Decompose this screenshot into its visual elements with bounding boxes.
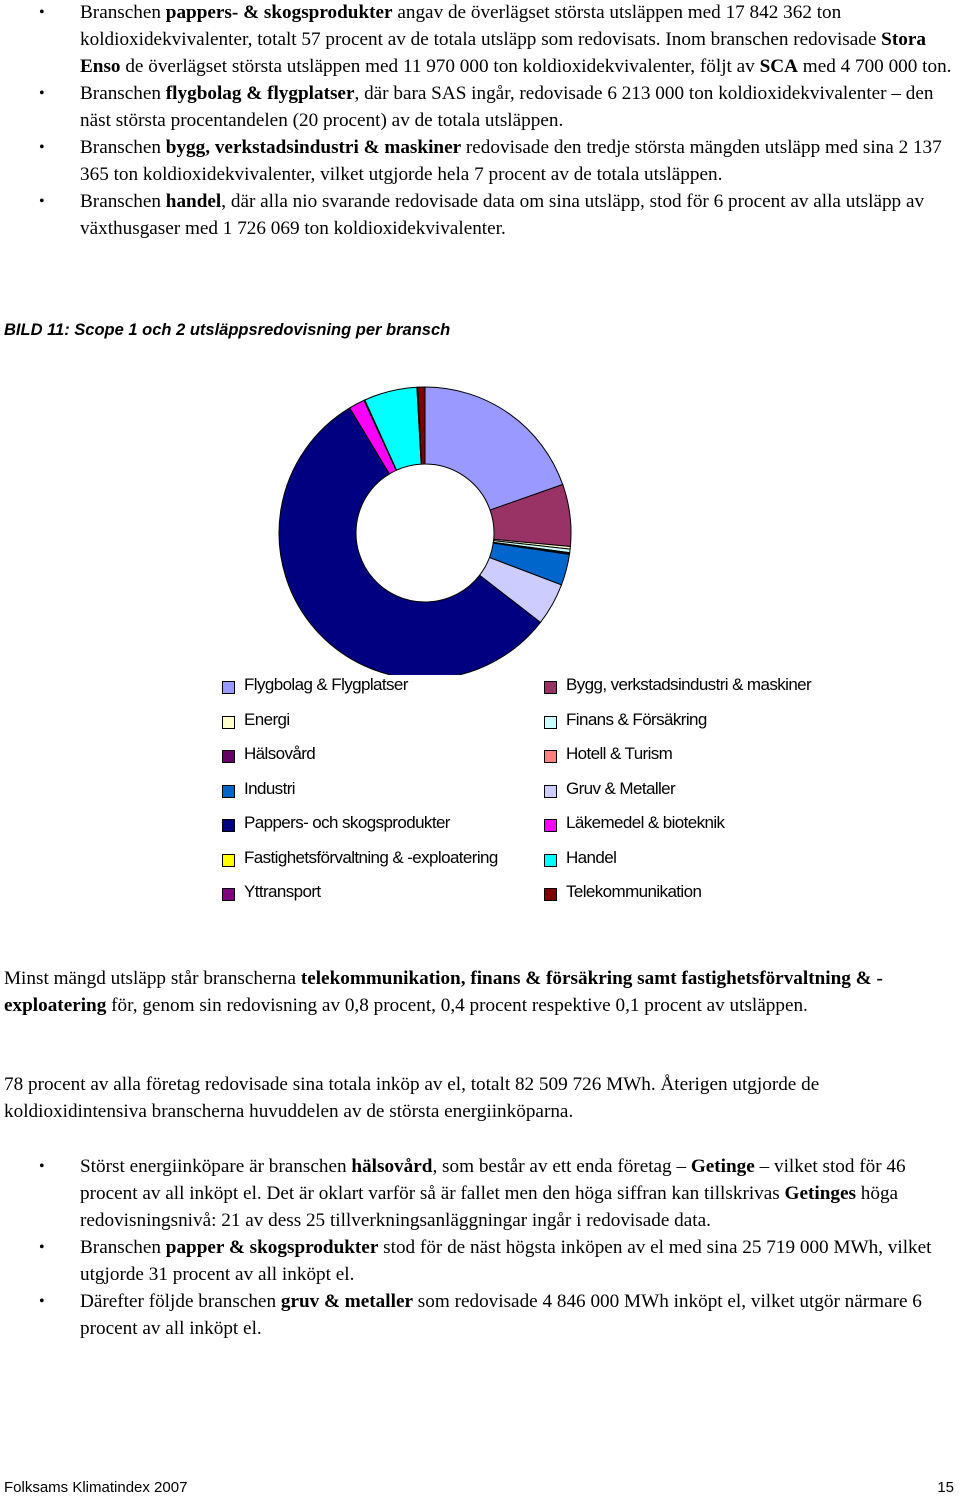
bullet-item [0,0,960,80]
bold-text-run: papper & skogsprodukter [165,1237,379,1258]
legend-label: Yttransport [244,882,321,901]
bullet-item [0,134,960,188]
legend-swatch [222,888,235,901]
legend-label: Finans & Försäkring [566,709,707,729]
bold-text-run: gruv & metaller [280,1291,413,1312]
text-run: Därefter följde branschen [80,1291,281,1312]
bullet-item [0,188,960,242]
bullet-item [0,1153,960,1234]
bold-text-run: Stora Enso [80,29,926,77]
legend-label: Handel [566,847,617,867]
bold-text-run: telekommunikation, finans & försäkring samt fastighetsförvaltning & -exploatering [4,968,883,1016]
legend-label: Energi [244,709,290,729]
legend-swatch [544,750,557,763]
legend-swatch [222,854,235,867]
legend-label: Telekommunikation [566,882,702,901]
legend-label: Läkemedel & bioteknik [566,813,725,832]
bullet-item [0,1234,960,1288]
legend-swatch [222,750,235,763]
text-run: stod för de näst högsta inköpen av el med sina 25 719 000 MWh, vilket utgjorde 31 procent av all inköpt el. [80,1237,932,1285]
bold-text-run: Getinge [690,1156,755,1177]
footer-publication-title: Folksams Klimatindex 2007 [4,1479,188,1496]
intro-bullet-list [0,0,960,242]
legend-swatch [222,785,235,798]
text-run: 78 procent av alla företag redovisade sina totala inköp av el, totalt 82 509 726 MWh. Återigen utgjorde de koldioxidintensiva branscherna huvuddelen av de största energiinköparna. [4,1074,820,1122]
text-run: , som består av ett enda företag – [432,1156,691,1177]
legend-label: Pappers- och skogsprodukter [244,813,450,832]
text-run: som redovisade 4 846 000 MWh inköpt el, vilket utgör närmare 6 procent av all inköpt el. [80,1291,922,1339]
text-run: Branschen [80,137,166,158]
donut-chart [0,360,960,675]
text-run: redovisade den tredje största mängden utsläpp med sina 2 137 365 ton koldioxidekvivalenter, vilket utgjorde hela 7 procent av de totala utsläppen. [80,137,942,185]
bold-text-run: pappers- & skogsprodukter [165,2,393,23]
text-run: , där bara SAS ingår, redovisade 6 213 000 ton koldioxidekvivalenter – den näst största procentandelen (20 procent) av de totala utsläppen. [80,83,934,131]
text-run: de överlägset största utsläppen med 11 970 000 ton koldioxidekvivalenter, följt av [120,56,760,77]
energy-bullet-list [0,1153,960,1342]
legend-label: Industri [244,778,295,798]
text-run: – vilket stod för 46 procent av all inköpt el. Det är oklart varför så är fallet men den höga siffran kan tillskrivas [80,1156,906,1204]
paragraph-energy-purchases [4,1071,944,1125]
legend-swatch [222,819,235,832]
legend-swatch [544,681,557,694]
bold-text-run: SCA [759,56,798,77]
text-run: Branschen [80,2,166,23]
page-number: 15 [937,1479,954,1496]
legend-swatch [544,785,557,798]
text-run: höga redovisningsnivå: 21 av dess 25 tillverkningsanläggningar ingår i redovisade data. [80,1183,899,1231]
legend-label: Hälsovård [244,744,316,763]
legend-swatch [544,716,557,729]
legend-swatch [544,854,557,867]
text-run: Minst mängd utsläpp står branscherna [4,968,301,989]
legend-label: Flygbolag & Flygplatser [244,675,408,694]
bullet-item [0,1288,960,1342]
legend-label: Bygg, verkstadsindustri & maskiner [566,675,812,694]
text-run: Branschen [80,83,166,104]
text-run: Branschen [80,191,166,212]
paragraph-least-emissions [4,965,944,1019]
legend-swatch [222,716,235,729]
legend-label: Gruv & Metaller [566,778,676,798]
text-run: med 4 700 000 ton. [797,56,952,77]
bullet-item [0,80,960,134]
legend-label: Fastighetsförvaltning & -exploatering [244,847,498,867]
legend-swatch [544,888,557,901]
figure-caption: BILD 11: Scope 1 och 2 utsläppsredovisning per bransch [4,321,451,339]
legend-swatch [222,681,235,694]
text-run: Branschen [80,1237,166,1258]
legend-swatch [544,819,557,832]
legend-label: Hotell & Turism [566,744,673,763]
bold-text-run: handel [165,191,222,212]
text-run: för, genom sin redovisning av 0,8 procent, 0,4 procent respektive 0,1 procent av utsläppen. [106,995,808,1016]
bold-text-run: hälsovård [351,1156,433,1177]
bold-text-run: flygbolag & flygplatser [165,83,355,104]
bold-text-run: bygg, verkstadsindustri & maskiner [165,137,462,158]
bold-text-run: Getinges [784,1183,856,1204]
text-run: , där alla nio svarande redovisade data om sina utsläpp, stod för 6 procent av alla utsläpp av växthusgaser med 1 726 069 ton koldioxidekvivalenter. [80,191,925,239]
text-run: angav de överlägset största utsläppen med 17 842 362 ton koldioxidekvivalenter, totalt 57 procent av de totala utsläpp som redovisats. Inom branschen redovisade [80,2,882,50]
text-run: Störst energiinköpare är branschen [80,1156,352,1177]
